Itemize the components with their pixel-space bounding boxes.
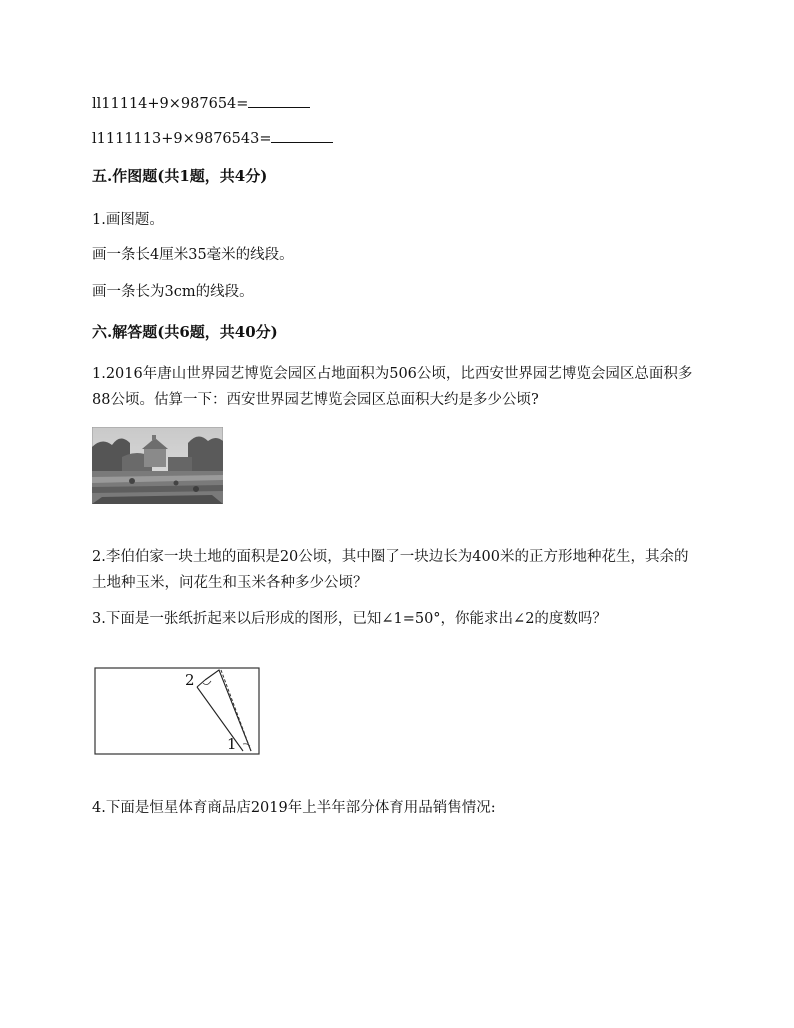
section-5-q1-line2: 画一条长为3cm的线段。 (92, 284, 254, 300)
answer-blank[interactable] (271, 128, 333, 143)
section-6-q1-text: 1.2016年唐山世界园艺博览会园区占地面积为506公顷，比西安世界园艺博览会园区总面积多88公顷。估算一下：西安世界园艺博览会园区总面积大约是多少公顷? (92, 366, 693, 408)
equation-2 (92, 128, 333, 149)
section-6-q4-text: 4.下面是恒星体育商品店2019年上半年部分体育用品销售情况: (92, 800, 496, 816)
section-5-heading: 五.作图题(共1题，共4分) (92, 167, 268, 185)
folded-paper-figure (93, 667, 263, 757)
section-6-q2-text: 2.李伯伯家一块土地的面积是20公顷，其中圈了一块边长为400米的正方形地种花生，其余的土地种玉米，问花生和玉米各种多少公顷？ (92, 549, 689, 591)
section-5-q1-line1: 画一条长4厘米35毫米的线段。 (92, 247, 294, 263)
equation-1-text: ll11114+9×987654= (92, 96, 249, 112)
section-5-q1-title: 1.画图题。 (92, 212, 164, 228)
answer-blank[interactable] (248, 93, 310, 108)
park-photo (92, 427, 223, 504)
section-6-q3-text: 3.下面是一张纸折起来以后形成的图形，已知∠1=50°，你能求出∠2的度数吗？ (92, 611, 607, 627)
angle-2-label: 2 (185, 671, 195, 689)
section-6-heading: 六.解答题(共6题，共40分) (92, 323, 278, 341)
equation-1 (92, 93, 310, 114)
equation-2-text: l1111113+9×9876543= (92, 131, 272, 147)
folded-paper-drawing (93, 667, 263, 757)
angle-1-label: 1 (227, 735, 237, 753)
